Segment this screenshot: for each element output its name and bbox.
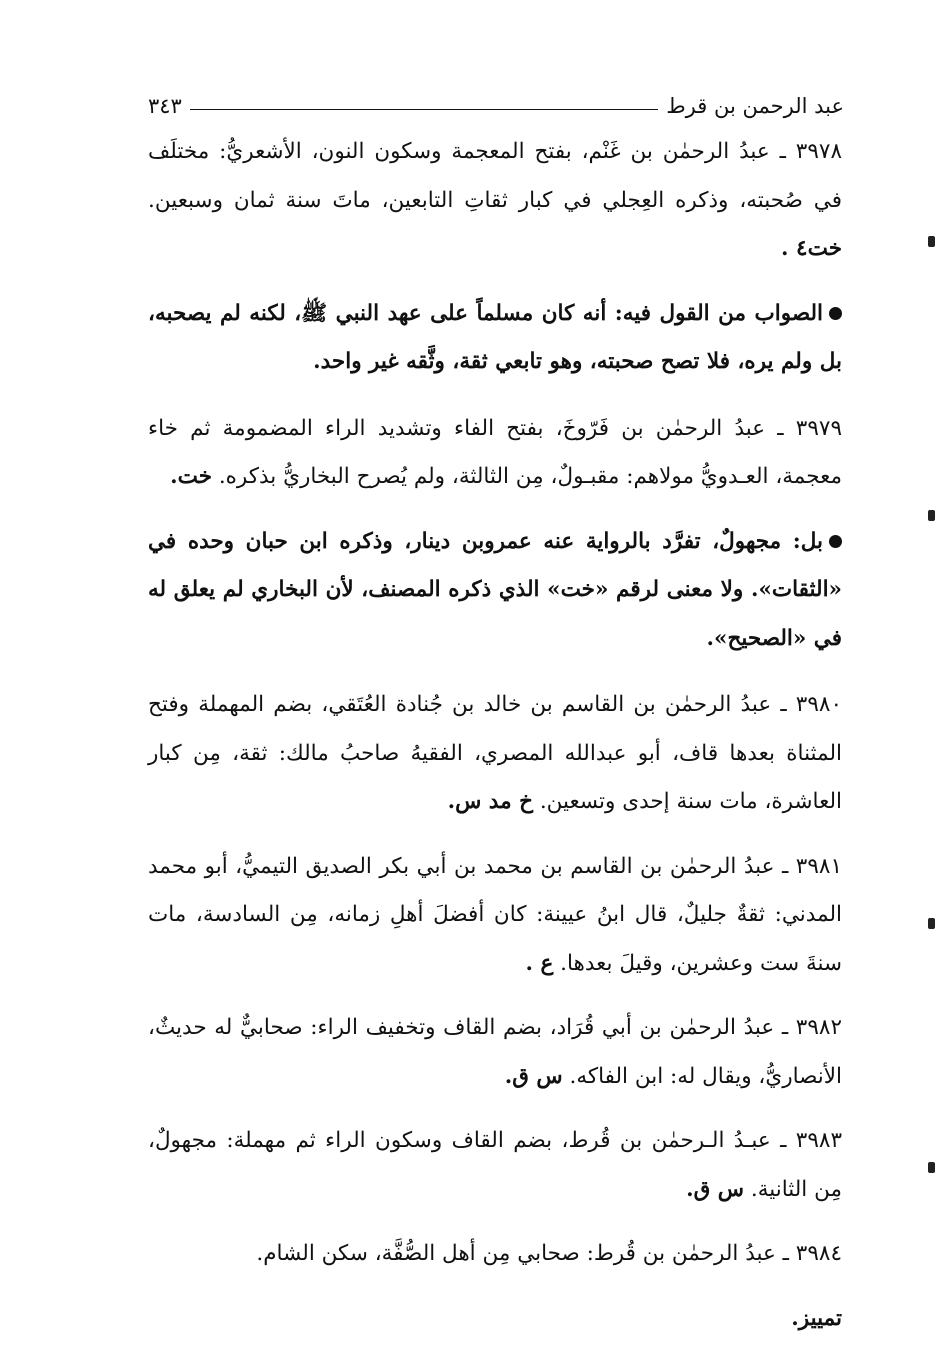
entry-3978 [148, 128, 842, 274]
entry-symbols: س ق. [686, 1176, 745, 1202]
bullet-icon [829, 535, 842, 548]
entry-3979 [148, 405, 842, 502]
editor-note [148, 518, 842, 664]
entry-symbols: س ق. [504, 1063, 563, 1089]
page-body [148, 128, 842, 1343]
entry-3981 [148, 843, 842, 989]
scan-margin-mark [928, 918, 935, 929]
page-header [148, 86, 844, 118]
running-title: عبد الرحمن بن قرط [666, 94, 844, 118]
page-number: ٣٤٣ [148, 94, 182, 118]
entry-text: ٣٩٨٣ ـ عبـدُ الـرحمٰن بن قُرط، بضم القاف وسكون الراء ثم مهملة: مجهولٌ، مِن الثانية. [148, 1128, 842, 1202]
entry-text: ٣٩٨٤ ـ عبدُ الرحمٰن بن قُرط: صحابي مِن أهل الصُّفَّة، سكن الشام. [256, 1241, 842, 1266]
entry-3983 [148, 1117, 842, 1214]
entry-text: ٣٩٨٢ ـ عبدُ الرحمٰن بن أبي قُرَاد، بضم القاف وتخفيف الراء: صحابيٌّ له حديثٌ، الأنصاريُّ، ويقال له: ابن الفاكه. [148, 1015, 842, 1089]
scan-margin-mark [928, 236, 935, 247]
entry-text: ٣٩٨٠ ـ عبدُ الرحمٰن بن القاسم بن خالد بن جُنادة العُتَقي، بضم المهملة وفتح المثناة بعدها قاف، أبو عبدالله المصري، الفقيهُ صاحبُ مالك: ثقة، مِن كبار العاشرة، مات سنة إحدى وتسعين. [148, 692, 842, 814]
entry-3980 [148, 681, 842, 827]
entry-text: ٣٩٨١ ـ عبدُ الرحمٰن بن القاسم بن محمد بن أبي بكر الصديق التيميُّ، أبو محمد المدني: ثقةٌ جليلٌ، قال ابنُ عيينة: كان أفضلَ أهلِ زمانه، مِن السادسة، مات سنةَ ست وعشرين، وقيلَ بعدها. [148, 853, 842, 976]
scan-margin-mark [928, 510, 935, 521]
bullet-icon [829, 307, 842, 320]
entry-3984 [148, 1230, 842, 1279]
entry-symbols: خت٤ . [781, 236, 842, 261]
note-text: بل: مجهولٌ، تفرَّد بالرواية عنه عمروبن دينار، وذكره ابن حبان وحده في «الثقات». ولا معنى لرقم «خت» الذي ذكره المصنف، لأن البخاري لم يعلق له في «الصحيح». [148, 528, 842, 651]
entry-text: ٣٩٧٨ ـ عبدُ الرحمٰن بن غَنْم، بفتح المعجمة وسكون النون، الأشعريُّ: مختلَف في صُحبته، وذكره العِجلي في كبار ثقاتِ التابعين، ماتَ سنة ثمان وسبعين. [148, 139, 842, 213]
section-heading-tamyiz: تمييز. [791, 1305, 842, 1331]
entry-symbols: خت. [170, 464, 212, 489]
scan-margin-mark [928, 1162, 935, 1173]
header-rule [190, 109, 658, 110]
entry-3982 [148, 1004, 842, 1101]
entry-text: ٣٩٧٩ ـ عبدُ الرحمٰن بن فَرّوخَ، بفتح الفاء وتشديد الراء المضمومة ثم خاء معجمة، العـدويُّ مولاهم: مقبـولٌ، مِن الثالثة، ولم يُصرح البخاريُّ بذكره. [148, 415, 842, 489]
editor-note [148, 290, 842, 387]
note-text: الصواب من القول فيه: أنه كان مسلماً على عهد النبي ﷺ، لكنه لم يصحبه، بل ولم يره، فلا تصح صحبته، وهو تابعي ثقة، وثَّقه غير واحد. [148, 300, 842, 374]
entry-symbols: ع . [525, 950, 554, 976]
entry-symbols: خ مد س. [447, 789, 533, 814]
